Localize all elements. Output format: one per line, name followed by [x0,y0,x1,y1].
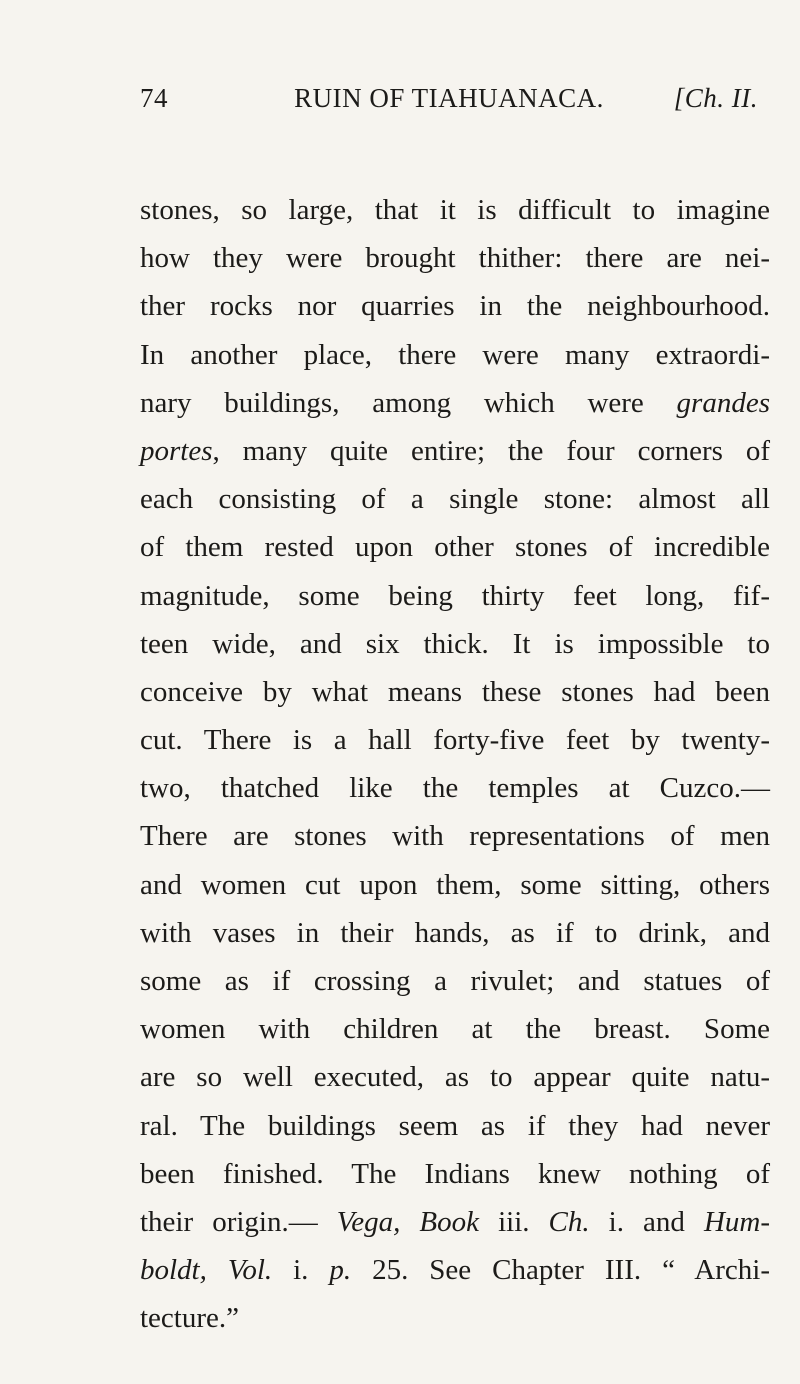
text-segment: been finished. The Indians knew nothing of [140,1157,770,1190]
text-line [140,1005,770,1053]
text-segment: how they were brought thither: there are nei- [140,242,770,275]
text-segment: conceive by what means these stones had been [140,675,770,708]
text-line [140,234,770,282]
italic-text: Ch. [548,1205,590,1238]
italic-text: Hum- [703,1205,771,1238]
text-segment: with vases in their hands, as if to drink, and [140,916,770,949]
text-segment: cut. There is a hall forty-five feet by twenty- [140,724,770,757]
text-segment: and women cut upon them, some sitting, others [140,868,770,901]
text-line [140,186,770,234]
text-segment: two, thatched like the temples at Cuzco.— [140,772,770,805]
text-line [140,1294,770,1342]
text-segment: each consisting of a single stone: almost all [140,483,770,516]
italic-text: Vega, Book [336,1205,480,1238]
text-line [140,1246,770,1294]
text-line [140,1102,770,1150]
italic-text: p. [329,1254,352,1287]
text-segment: ther rocks nor quarries in the neighbourhood. [140,290,770,323]
running-title: RUIN OF TIAHUANACA. [294,83,604,113]
italic-text: boldt, Vol. [140,1254,273,1287]
page-number: 74 [140,83,168,113]
text-segment: There are stones with representations of men [140,820,770,853]
text-segment: are so well executed, as to appear quite natu- [140,1061,770,1094]
text-segment: magnitude, some being thirty feet long, fif- [140,579,770,612]
text-segment: In another place, there were many extraordi- [140,338,770,371]
text-segment: iii. [479,1205,549,1238]
italic-text: grandes [676,386,770,419]
text-segment: some as if crossing a rivulet; and statues of [140,965,770,997]
text-segment: of them rested upon other stones of incredible [140,531,770,564]
text-line [140,1150,770,1198]
text-line [140,572,770,620]
text-line [140,861,770,909]
text-line [140,668,770,716]
text-line [140,764,770,812]
text-line [140,620,770,668]
text-segment: tecture.” [140,1302,240,1335]
text-segment: nary buildings, among which were [140,386,677,419]
italic-text: portes [140,434,213,467]
text-line [140,282,770,330]
body-text [140,186,770,1343]
text-segment: their origin.— [140,1205,337,1238]
text-segment: i. and [589,1205,704,1238]
text-line [140,523,770,571]
text-segment: women with children at the breast. Some [140,1013,770,1046]
text-line [140,331,770,379]
text-segment: ral. The buildings seem as if they had never [140,1109,770,1142]
text-segment: teen wide, and six thick. It is impossible to [140,627,770,660]
text-segment: stones, so large, that it is difficult to imagine [140,194,770,226]
text-line [140,427,770,475]
text-line [140,1053,770,1101]
text-segment: 25. See Chapter III. “ Archi- [351,1254,770,1287]
chapter-reference: [Ch. II. [673,83,758,113]
text-line [140,475,770,523]
text-line [140,1198,770,1246]
text-segment: i. [272,1254,330,1287]
text-segment: , many quite entire; the four corners of [212,434,770,467]
text-line [140,379,770,427]
running-head [140,83,758,123]
text-line [140,909,770,957]
text-line [140,716,770,764]
text-line [140,957,770,1005]
text-line [140,812,770,860]
